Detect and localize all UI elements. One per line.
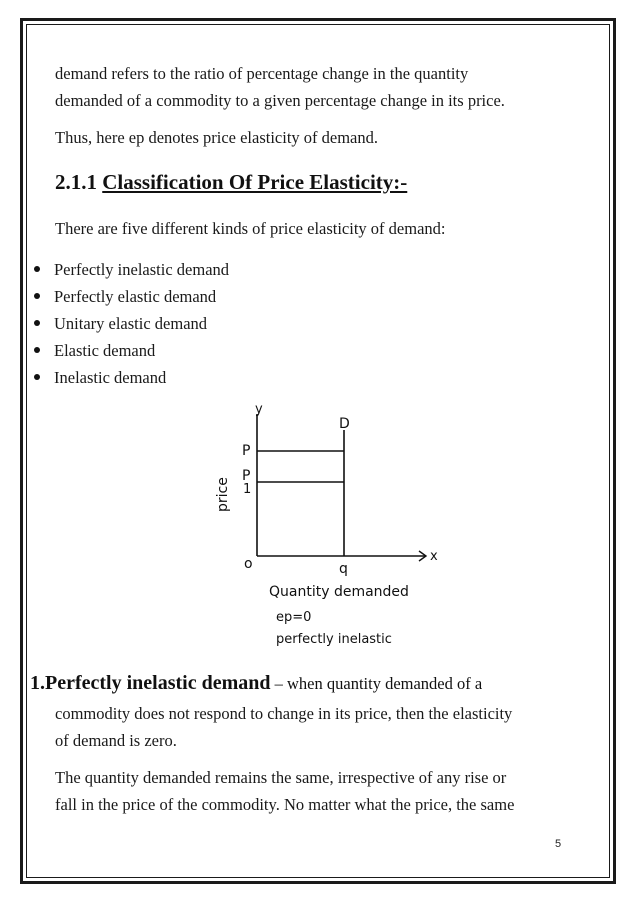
item-1-title: Perfectly inelastic demand	[45, 672, 271, 694]
y-axis-letter: y	[255, 402, 263, 417]
paragraph-3-line-1: The quantity demanded remains the same, irrespective of any rise or	[55, 768, 507, 787]
item-1-heading	[30, 672, 482, 695]
list-item-label: Inelastic demand	[54, 368, 167, 387]
curve-label: D	[339, 416, 350, 432]
price-label-p1-subscript: 1	[243, 482, 252, 497]
list-item-label: Elastic demand	[54, 341, 156, 360]
list-item	[34, 337, 229, 364]
paragraph-1-line-2: demanded of a commodity to a given percentage change in its price.	[55, 91, 505, 110]
item-1-line-2: commodity does not respond to change in its price, then the elasticity	[55, 704, 513, 723]
list-item	[34, 364, 229, 391]
section-number: 2.1.1	[55, 170, 97, 194]
x-axis-letter: x	[430, 549, 438, 564]
item-1-line-1: – when quantity demanded of a	[270, 674, 483, 693]
item-1-number: 1.	[30, 672, 45, 694]
page-number: 5	[555, 838, 562, 850]
origin-label: o	[244, 556, 253, 572]
quantity-label-q: q	[339, 561, 348, 577]
bullet-icon	[34, 320, 40, 326]
list-item-label: Perfectly inelastic demand	[54, 260, 230, 279]
section-heading	[55, 170, 407, 195]
list-item	[34, 310, 229, 337]
kinds-list	[34, 256, 229, 391]
intro-text: There are five different kinds of price elasticity of demand:	[55, 219, 446, 238]
perfectly-inelastic-graph	[200, 396, 450, 656]
y-axis-title: price	[215, 477, 231, 512]
bullet-icon	[34, 347, 40, 353]
figure-caption-ep: ep=0	[276, 610, 312, 625]
item-1-line-3: of demand is zero.	[55, 731, 177, 750]
paragraph-3-line-2: fall in the price of the commodity. No matter what the price, the same	[55, 795, 515, 814]
list-item	[34, 256, 229, 283]
bullet-icon	[34, 266, 40, 272]
price-label-p1: P	[242, 468, 251, 484]
x-axis-title: Quantity demanded	[269, 584, 409, 600]
list-item-label: Unitary elastic demand	[54, 314, 208, 333]
list-item	[34, 283, 229, 310]
section-title: Classification Of Price Elasticity:-	[102, 170, 408, 194]
bullet-icon	[34, 374, 40, 380]
paragraph-2: Thus, here ep denotes price elasticity of demand.	[55, 128, 379, 147]
figure-caption-type: perfectly inelastic	[276, 632, 392, 647]
price-label-p: P	[242, 443, 251, 459]
list-item-label: Perfectly elastic demand	[54, 287, 217, 306]
paragraph-1-line-1: demand refers to the ratio of percentage change in the quantity	[55, 64, 469, 83]
bullet-icon	[34, 293, 40, 299]
